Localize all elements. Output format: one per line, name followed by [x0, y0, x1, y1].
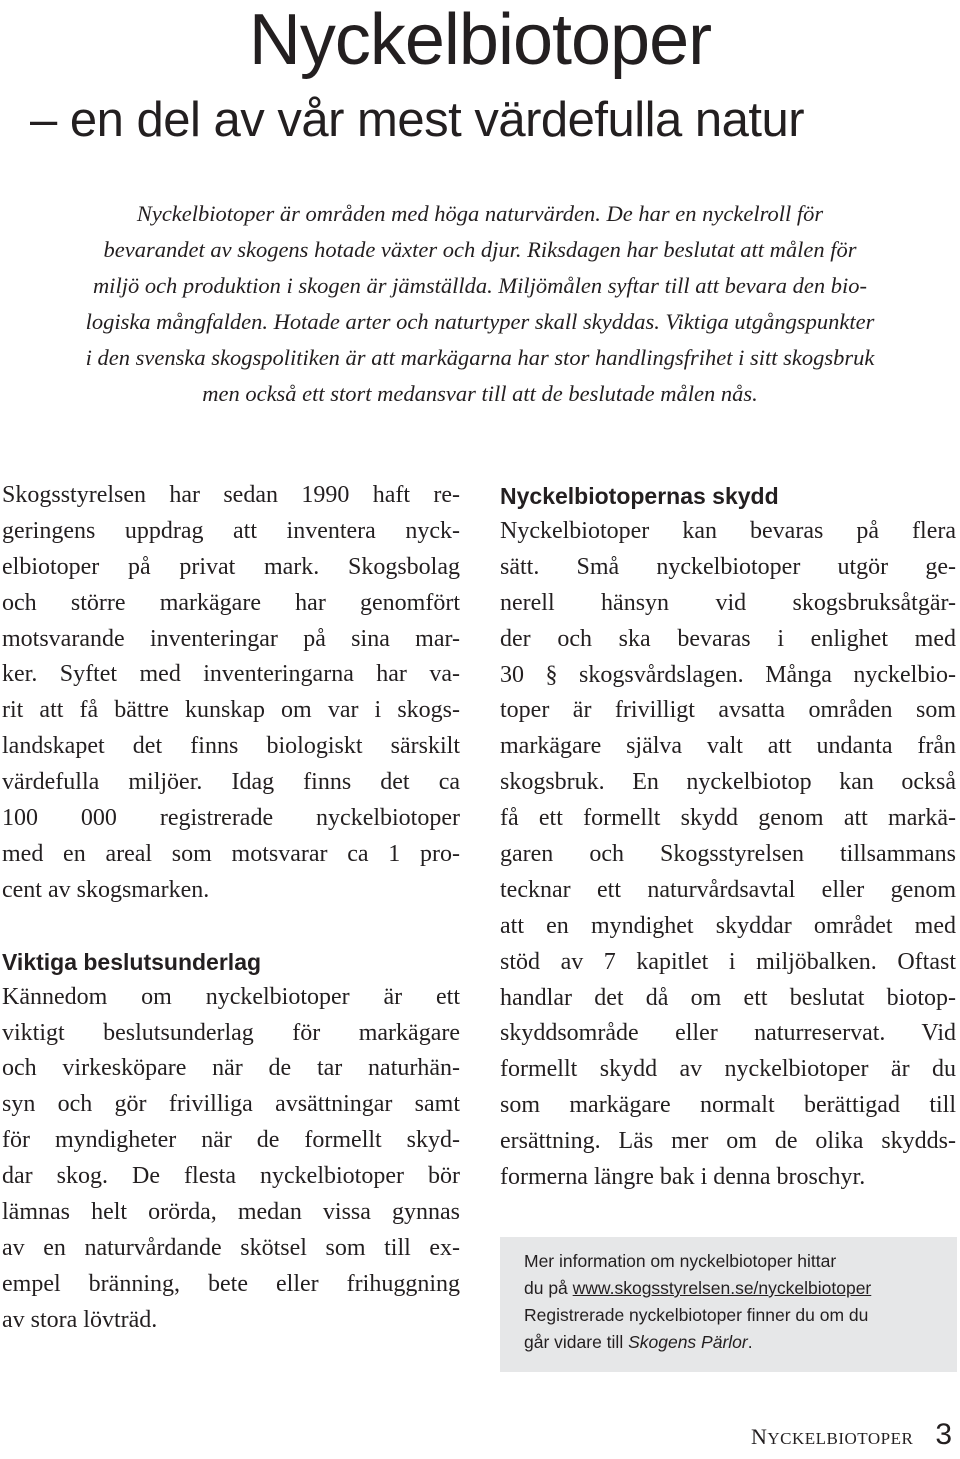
info-text: du på: [524, 1278, 573, 1298]
beslutsunderlag-paragraph: [2, 980, 460, 1339]
text-line: motsvarande inventeringar på sina mar-: [2, 625, 460, 652]
text-line: 30 § skogsvårdslagen. Många nyckelbio-: [500, 661, 956, 688]
text-line: skyddsområde eller naturreservat. Vid: [500, 1020, 956, 1047]
page-footer: [751, 1418, 952, 1452]
intro-line: logiska mångfalden. Hotade arter och naturtyper skall skyddas. Viktiga utgångspunkter: [85, 309, 875, 334]
info-box: [500, 1237, 957, 1372]
intro-line: miljö och produktion i skogen är jämställda. Miljömålen syftar till att bevara den bio-: [92, 273, 868, 298]
page-number: 3: [935, 1418, 952, 1451]
intro-line: men också ett stort medansvar till att de beslutade målen nås.: [202, 381, 758, 406]
info-line: [524, 1329, 957, 1356]
text-line: geringens uppdrag att inventera nyck-: [2, 517, 460, 544]
page-subtitle: – en del av vår mest värdefulla natur: [30, 93, 805, 147]
text-line: för myndigheter när de formellt skyd-: [2, 1127, 460, 1154]
text-line: ker. Syftet med inventeringarna har va-: [2, 661, 460, 688]
text-line: der och ska bevaras i enlighet med: [500, 625, 956, 652]
intro-line: Nyckelbiotoper är områden med höga naturvärden. De har en nyckelroll för: [136, 201, 824, 226]
section-heading-beslutsunderlag: Viktiga beslutsunderlag: [2, 948, 262, 975]
text-line: av stora lövträd.: [2, 1306, 158, 1333]
text-line: som markägare normalt berättigad till: [500, 1092, 956, 1119]
text-line: få ett formellt skydd genom att markä-: [500, 805, 956, 832]
info-line: Registrerade nyckelbiotoper finner du om du: [524, 1305, 869, 1325]
text-line: garen och Skogsstyrelsen tillsammans: [500, 841, 956, 868]
text-line: lämnas helt orörda, medan vissa gynnas: [2, 1199, 460, 1226]
text-line: formerna längre bak i denna broschyr.: [500, 1164, 866, 1191]
text-line: toper är frivilligt avsatta områden som: [500, 697, 956, 724]
text-line: skogsbruk. En nyckelbiotop kan också: [500, 769, 956, 796]
text-line: stöd av 7 kapitlet i miljöbalken. Oftast: [500, 948, 956, 975]
text-line: Nyckelbiotoper kan bevaras på flera: [500, 518, 956, 544]
footer-label: NYCKELBIOTOPER: [750, 1424, 914, 1449]
text-line: Skogsstyrelsen har sedan 1990 haft re-: [2, 482, 460, 508]
text-line: och virkesköpare när de tar naturhän-: [2, 1055, 460, 1082]
text-line: dar skog. De flesta nyckelbiotoper bör: [2, 1163, 460, 1190]
text-line: landskapet det finns biologiskt särskilt: [2, 733, 460, 760]
right-column: [500, 478, 956, 1196]
text-line: sätt. Små nyckelbiotoper utgör ge-: [500, 553, 956, 580]
intro-line: i den svenska skogspolitiken är att markägarna har stor handlingsfrihet i sitt skogsbruk: [85, 345, 875, 370]
text-line: cent av skogsmarken.: [2, 876, 210, 903]
text-line: med en areal som motsvarar ca 1 pro-: [2, 840, 460, 867]
website-link[interactable]: www.skogsstyrelsen.se/nyckelbiotoper: [572, 1278, 872, 1298]
text-line: rit att få bättre kunskap om var i skogs-: [2, 697, 460, 724]
text-line: värdefulla miljöer. Idag finns det ca: [2, 769, 460, 796]
skydd-paragraph: [500, 514, 956, 1196]
text-line: ersättning. Läs mer om de olika skydds-: [500, 1128, 956, 1155]
left-column: [2, 478, 460, 1339]
text-line: markägare själva valt att undanta från: [500, 733, 956, 760]
text-line: viktigt beslutsunderlag för markägare: [2, 1019, 460, 1046]
text-line: formellt skydd av nyckelbiotoper är du: [500, 1056, 956, 1083]
info-line: [524, 1275, 957, 1302]
text-line: elbiotoper på privat mark. Skogsbolag: [2, 553, 460, 580]
text-line: 100 000 registrerade nyckelbiotoper: [2, 805, 460, 832]
info-text: .: [747, 1332, 753, 1352]
paragraph-gap: [2, 909, 460, 944]
info-line: Mer information om nyckelbiotoper hittar: [524, 1251, 837, 1271]
intro-paragraph: [0, 196, 960, 412]
section-heading-skydd: Nyckelbiotopernas skydd: [500, 483, 779, 509]
text-line: nerell hänsyn vid skogsbruksåtgär-: [500, 589, 956, 616]
text-line: tecknar ett naturvårdsavtal eller genom: [500, 876, 956, 903]
text-line: empel bränning, bete eller frihuggning: [2, 1270, 460, 1297]
text-line: att en myndighet skyddar området med: [500, 912, 956, 939]
text-line: Kännedom om nyckelbiotoper är ett: [2, 983, 460, 1010]
page-title: Nyckelbiotoper: [248, 0, 712, 80]
inventory-paragraph: [2, 478, 460, 909]
text-line: av en naturvårdande skötsel som till ex-: [2, 1234, 460, 1261]
text-line: syn och gör frivilliga avsättningar samt: [2, 1091, 460, 1118]
text-line: handlar det då om ett beslutat biotop-: [500, 984, 956, 1011]
text-line: och större markägare har genomfört: [2, 589, 460, 616]
info-text: går vidare till: [524, 1332, 629, 1352]
intro-line: bevarandet av skogens hotade växter och djur. Riksdagen har beslutat att målen för: [103, 237, 857, 262]
skogens-parlor-title: Skogens Pärlor: [628, 1332, 748, 1352]
